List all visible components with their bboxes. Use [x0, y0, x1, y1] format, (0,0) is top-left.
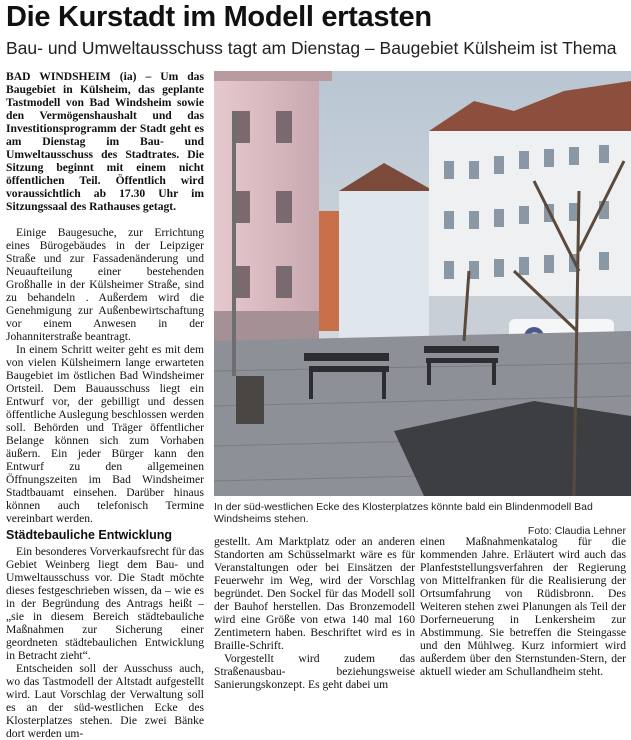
right-text-column — [420, 535, 626, 678]
middle-text-column — [214, 535, 415, 691]
body-paragraph: Vorgestellt wird zudem das Straßenausbau- beziehungsweise Sanierungskonzept. Es geht dabei um — [214, 652, 415, 691]
caption-text: In der süd-westlichen Ecke des Klosterplatzes könnte bald ein Blindenmodell Bad Windsheims stehen. — [214, 501, 593, 525]
body-paragraph: gestellt. Am Marktplatz oder an anderen Standorten am Schüsselmarkt wäre es für Veranstaltungen oder bei Einsätzen der Feuerwehr im Weg, wird der Vorschlag begründet. Den Sockel für das Modell soll der Bauhof herstellen. Das Bronzemodell wird eine Größe von etwa 140 mal 160 Zentimetern haben. Beschriftet wird es in Braille-Schrift. — [214, 535, 415, 652]
section-subheading: Städtebauliche Entwicklung — [6, 528, 172, 542]
lead-paragraph: BAD WINDSHEIM (ia) – Um das Baugebiet in Külsheim, das geplante Tastmodell von Bad Windsheim sowie den Vermögenshaushalt und das Investitionsprogramm der Stadt geht es am Dienstag im Bau- und Umweltausschuss des Stadtrates. Die Sitzung beginnt mit einem nicht öffentlichen Teil. Öffentlich wird voraussichtlich ab 17.30 Uhr im Sitzungssaal des Rathauses getagt. — [6, 70, 204, 213]
article-subheadline: Bau- und Umweltausschuss tagt am Dienstag – Baugebiet Külsheim ist Thema — [6, 38, 617, 58]
body-paragraph: In einem Schritt weiter geht es mit dem von vielen Külsheimern lange erwarteten Baugebiet im östlichen Bad Windsheimer Ortsteil. Dem Bauausschuss liegt ein Entwurf vor, der gebilligt und dessen öffentliche Auslegung beschlossen werden soll. Behörden und Träger öffentlicher Belange können sich zum Vorhaben äußern. Ein jeder Bürger kann den Entwurf zu den allgemeinen Öffnungszeiten im Bad Windsheimer Stadtbauamt einsehen. Darüber hinaus können auch telefonisch Termine vereinbart werden. — [6, 343, 204, 525]
photo-caption — [214, 501, 626, 537]
article-photo — [214, 71, 631, 496]
body-paragraph: Einige Baugesuche, zur Errichtung eines Bürogebäudes in der Leipziger Straße und zur Fassadenänderung und Neuaufteilung einer bestehenden Großhalle in der Külsheimer Straße, sind zu behandeln . Außerdem wird die Genehmigung zur Außenbewirtschaftung vor einem Anwesen in der Johanniterstraße beantragt. — [6, 226, 204, 343]
photo-credit: Foto: Claudia Lehner — [527, 525, 626, 537]
left-text-column — [6, 70, 204, 740]
body-paragraph: einen Maßnahmenkatalog für die kommenden Jahre. Erläutert wird auch das Planfeststellungsverfahren der Regierung von Mittelfranken für die Realisierung der Ortsumfahrung von Rüdisbronn. Des Weiteren stehen zwei Planungen als Teil der Dorferneuerung in Lenkersheim zur Abstimmung. Sie betreffen die Steingasse und den Mühlweg. Kurz informiert wird außerdem über den Sternstunden-Stern, der aktuell wieder am Schullandheim steht. — [420, 535, 626, 678]
article-headline: Die Kurstadt im Modell ertasten — [6, 1, 432, 33]
body-paragraph: Ein besonderes Vorverkaufsrecht für das Gebiet Weinberg liegt dem Bau- und Umweltausschuss vor. Die Stadt möchte dieses festgeschrieben wissen, da – wie es in der Begründung des Antrags heißt – „sie in diesem Bereich städtebauliche Maßnahmen zur Sicherung einer geordneten städtebaulichen Entwicklung in Betracht zieht“. — [6, 545, 204, 662]
body-paragraph: Entscheiden soll der Ausschuss auch, wo das Tastmodell der Altstadt aufgestellt wird. Laut Vorschlag der Verwaltung soll es an der süd-westlichen Ecke des Klosterplatzes stehen. Die zwei Bänke dort werden um- — [6, 662, 204, 740]
